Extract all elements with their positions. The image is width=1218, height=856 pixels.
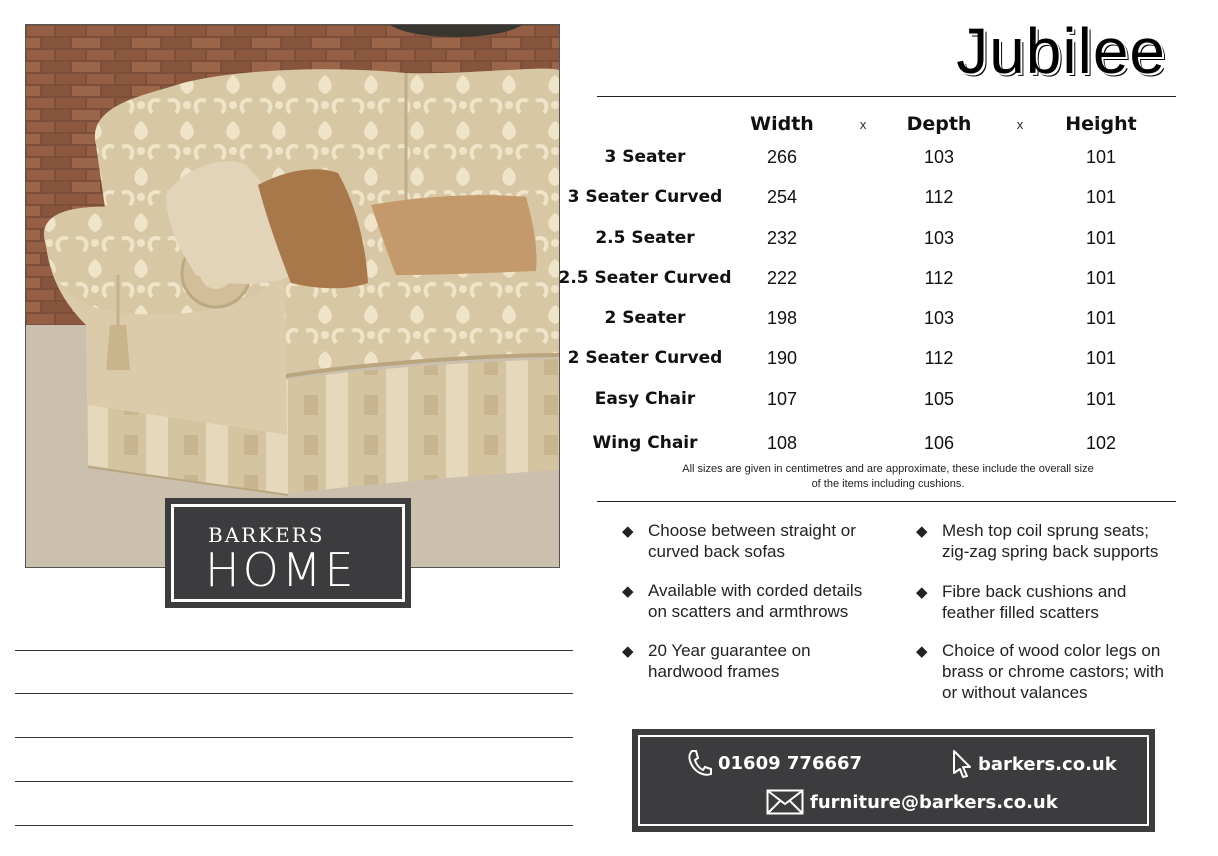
diamond-bullet-icon: ◆: [916, 584, 928, 601]
feature-item: [916, 640, 1164, 703]
row-depth: 112: [924, 268, 954, 288]
feature-text: [648, 640, 811, 682]
feature-line: 20 Year guarantee on: [648, 641, 811, 660]
table-row: [0, 268, 1218, 292]
note-line: [15, 737, 573, 738]
feature-line: feather filled scatters: [942, 603, 1099, 622]
feature-line: Choice of wood color legs on: [942, 641, 1161, 660]
row-name: 2 Seater Curved: [567, 348, 723, 368]
row-name: 2.5 Seater Curved: [558, 268, 732, 288]
feature-text: [648, 580, 862, 622]
envelope-icon: [766, 789, 804, 815]
email-contact: [766, 789, 1058, 815]
table-row: [0, 228, 1218, 252]
row-width: 266: [766, 147, 798, 167]
row-width: 222: [766, 268, 798, 288]
phone-contact: [686, 749, 862, 777]
feature-item: [916, 581, 1126, 623]
feature-line: Fibre back cushions and: [942, 582, 1127, 601]
feature-line: or without valances: [942, 683, 1088, 702]
header-separator: x: [859, 118, 867, 132]
row-width: 107: [766, 389, 798, 409]
row-name: Wing Chair: [592, 433, 698, 453]
logo-home-text: HOME: [205, 543, 357, 597]
row-height: 101: [1085, 147, 1117, 167]
row-width: 108: [766, 433, 798, 453]
cursor-icon: [952, 749, 972, 779]
diamond-bullet-icon: ◆: [916, 643, 928, 660]
phone-number[interactable]: 01609 776667: [718, 752, 863, 774]
phone-icon: [686, 749, 712, 777]
row-depth: 103: [923, 147, 955, 167]
header-separator: x: [1016, 118, 1024, 132]
feature-line: hardwood frames: [648, 662, 780, 681]
feature-line: Available with corded details: [648, 581, 863, 600]
row-depth: 105: [923, 389, 955, 409]
footnote-line-1: All sizes are given in centimetres and are approximate, these include the overall size: [682, 463, 1094, 475]
note-line: [15, 781, 573, 782]
row-height: 101: [1085, 228, 1117, 248]
feature-text: [648, 520, 856, 562]
feature-text: [942, 520, 1158, 562]
website-link[interactable]: barkers.co.uk: [978, 753, 1117, 775]
row-width: 198: [766, 308, 798, 328]
title-rule: [597, 96, 1176, 97]
header-depth: Depth: [906, 113, 972, 135]
website-contact: [952, 749, 1117, 779]
table-row: [0, 389, 1218, 413]
row-depth: 103: [923, 228, 955, 248]
row-name: Easy Chair: [594, 389, 696, 409]
feature-line: Mesh top coil sprung seats;: [942, 521, 1149, 540]
diamond-bullet-icon: ◆: [622, 583, 634, 600]
header-height: Height: [1065, 113, 1137, 135]
contact-panel: [632, 729, 1155, 832]
row-name: 3 Seater: [604, 147, 686, 167]
row-width: 232: [766, 228, 798, 248]
note-line: [15, 693, 573, 694]
feature-line: brass or chrome castors; with: [942, 662, 1165, 681]
feature-text: [942, 640, 1164, 703]
size-footnote: [618, 462, 1158, 492]
header-width: Width: [750, 113, 814, 135]
row-height: 101: [1085, 268, 1117, 288]
row-depth: 112: [924, 187, 954, 207]
feature-line: Choose between straight or: [648, 521, 856, 540]
contact-border: [638, 735, 1149, 826]
row-name: 3 Seater Curved: [567, 187, 723, 207]
diamond-bullet-icon: ◆: [622, 643, 634, 660]
row-depth: 112: [924, 348, 954, 368]
barkers-home-logo: [165, 498, 411, 608]
feature-text: [942, 581, 1126, 623]
feature-item: [916, 520, 1158, 562]
table-row: [0, 147, 1218, 171]
table-row: [0, 433, 1218, 457]
sofa-photo: [25, 24, 560, 568]
row-width: 254: [766, 187, 798, 207]
diamond-bullet-icon: ◆: [622, 523, 634, 540]
row-height: 101: [1085, 187, 1117, 207]
logo-border: [171, 504, 405, 602]
row-height: 102: [1085, 433, 1117, 453]
email-link[interactable]: furniture@barkers.co.uk: [810, 791, 1058, 813]
feature-item: [622, 640, 811, 682]
feature-line: curved back sofas: [648, 542, 786, 561]
diamond-bullet-icon: ◆: [916, 523, 928, 540]
table-row: [0, 187, 1218, 211]
row-name: 2 Seater: [604, 308, 686, 328]
feature-item: [622, 520, 856, 562]
row-depth: 106: [923, 433, 955, 453]
row-depth: 103: [923, 308, 955, 328]
feature-line: on scatters and armthrows: [648, 602, 849, 621]
feature-line: zig-zag spring back supports: [942, 542, 1159, 561]
table-row: [0, 308, 1218, 332]
row-height: 101: [1085, 389, 1117, 409]
table-row: [0, 348, 1218, 372]
row-height: 101: [1085, 308, 1117, 328]
footnote-line-2: of the items including cushions.: [811, 478, 965, 490]
row-width: 190: [766, 348, 798, 368]
note-line: [15, 650, 573, 651]
table-rule: [597, 501, 1176, 502]
note-line: [15, 825, 573, 826]
logo-barkers-text: BARKERS: [208, 523, 325, 547]
sofa-illustration: [26, 25, 559, 567]
feature-item: [622, 580, 862, 622]
row-height: 101: [1085, 348, 1117, 368]
product-title: Jubilee: [956, 15, 1166, 87]
row-name: 2.5 Seater: [595, 228, 695, 248]
